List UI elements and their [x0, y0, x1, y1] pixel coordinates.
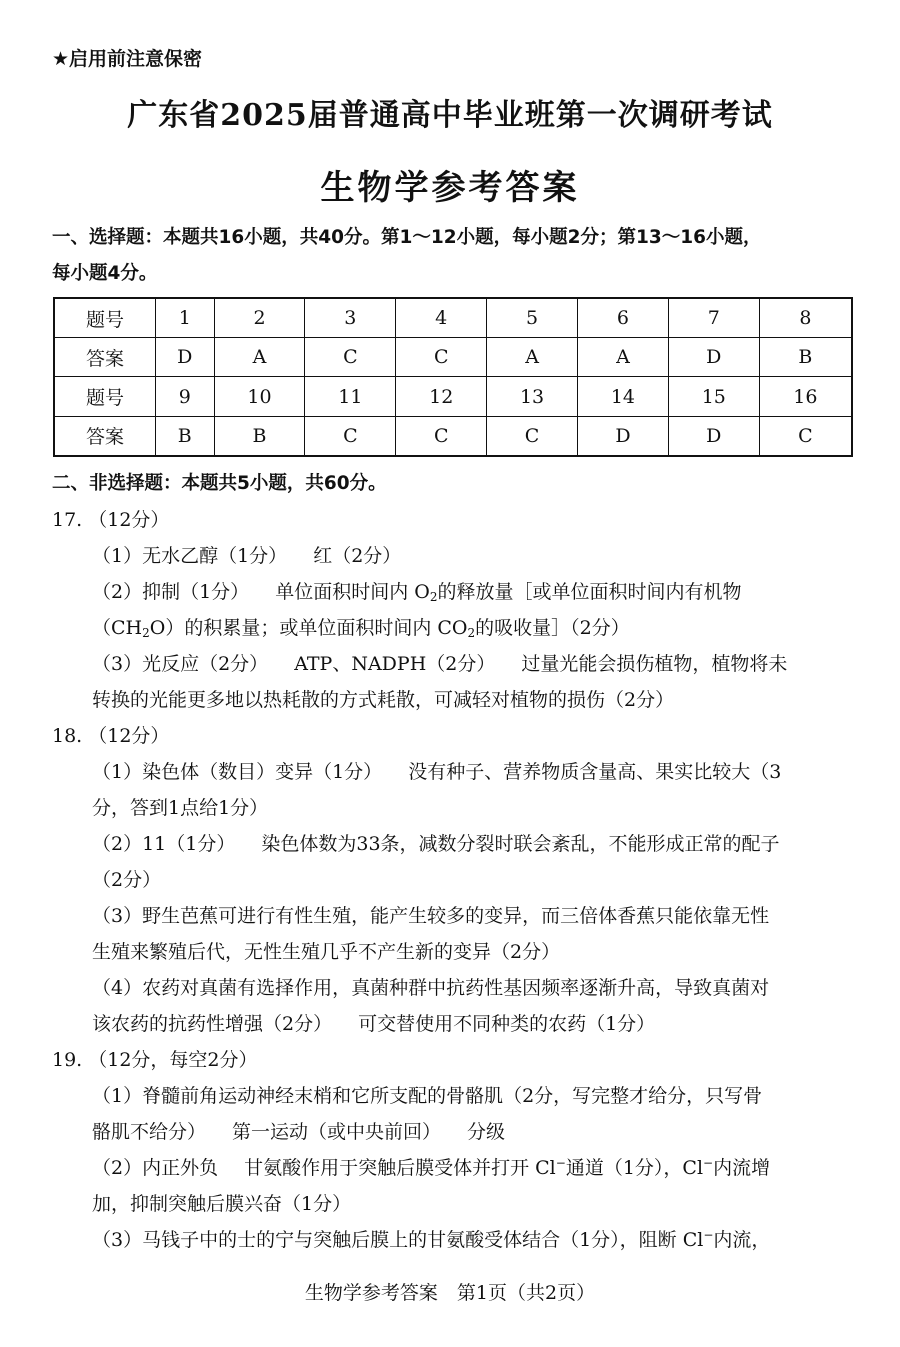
- answer-cell: C: [396, 338, 487, 377]
- answer-cell: B: [214, 416, 305, 456]
- answer-table: [53, 297, 853, 457]
- answer-text: 内流，: [713, 1229, 771, 1251]
- question-number-cell: 6: [578, 298, 669, 338]
- answer-text: 的吸收量］（2分）: [475, 617, 630, 639]
- q17-heading: 17. （12分）: [52, 509, 170, 531]
- answer-cell: D: [156, 338, 215, 377]
- q19-sub1-cont: [92, 1114, 505, 1150]
- q17-sub3: [92, 646, 787, 682]
- subscript: 2: [142, 626, 150, 640]
- answer-cell: D: [668, 416, 759, 456]
- q19-heading: 19. （12分，每空2分）: [52, 1049, 258, 1071]
- table-header-cell: 答案: [54, 338, 156, 377]
- q17-sub2: [92, 574, 741, 610]
- table-row: [54, 416, 852, 456]
- answer-text: 染色体数为33条，减数分裂时联会紊乱，不能形成正常的配子: [261, 833, 780, 855]
- q19-sub1: （1）脊髓前角运动神经末梢和它所支配的骨骼肌（2分，写完整才给分，只写骨: [92, 1085, 763, 1107]
- answer-text: 没有种子、营养物质含量高、果实比较大（3: [408, 761, 782, 783]
- answer-text: 该农药的抗药性增强（2分）: [92, 1013, 333, 1035]
- answer-cell: C: [396, 416, 487, 456]
- answer-text: 通道（1分），Cl: [565, 1157, 704, 1179]
- answer-text: 单位面积时间内 O: [275, 581, 430, 603]
- q18-sub1-cont: 分，答到1点给1分）: [92, 797, 269, 819]
- superscript: −: [703, 1228, 714, 1242]
- question-number-cell: 11: [305, 377, 396, 416]
- q18-sub3: （3）野生芭蕉可进行有性生殖，能产生较多的变异，而三倍体香蕉只能依靠无性: [92, 905, 770, 927]
- q19-sub3: [92, 1222, 770, 1258]
- q18-sub4-cont: [92, 1006, 655, 1042]
- answer-cell: D: [668, 338, 759, 377]
- subscript: 2: [429, 590, 438, 604]
- answer-text: （2）内正外负: [92, 1157, 219, 1179]
- question-number-cell: 3: [305, 298, 396, 338]
- answer-text: （3）光反应（2分）: [92, 653, 269, 675]
- answer-cell: C: [305, 338, 396, 377]
- q18-sub1: [92, 754, 781, 790]
- q17-sub2-cont: [92, 610, 630, 646]
- question-number-cell: 4: [396, 298, 487, 338]
- question-number-cell: 7: [668, 298, 759, 338]
- q18-heading: 18. （12分）: [52, 725, 170, 747]
- page-footer: 生物学参考答案 第1页（共2页）: [304, 1282, 596, 1304]
- answer-text: 分级: [467, 1121, 506, 1143]
- question-number-cell: 1: [156, 298, 215, 338]
- table-header-cell: 答案: [54, 416, 156, 456]
- q18-sub4: （4）农药对真菌有选择作用，真菌种群中抗药性基因频率逐渐升高，导致真菌对: [92, 977, 770, 999]
- q18-sub2-cont: （2分）: [92, 869, 162, 891]
- table-row: [54, 338, 852, 377]
- answer-text: 的释放量［或单位面积时间内有机物: [437, 581, 742, 603]
- question-number-cell: 15: [668, 377, 759, 416]
- answer-cell: B: [156, 416, 215, 456]
- answer-text: 可交替使用不同种类的农药（1分）: [358, 1013, 656, 1035]
- question-number-cell: 13: [487, 377, 578, 416]
- exam-title: 广东省2025届普通高中毕业班第一次调研考试: [127, 98, 773, 133]
- answer-cell: A: [578, 338, 669, 377]
- answer-text: （2）抑制（1分）: [92, 581, 250, 603]
- answer-cell: A: [487, 338, 578, 377]
- q18-sub2: [92, 826, 780, 862]
- q18-sub3-cont: 生殖来繁殖后代，无性生殖几乎不产生新的变异（2分）: [92, 941, 561, 963]
- q17-sub3-cont: 转换的光能更多地以热耗散的方式耗散，可减轻对植物的损伤（2分）: [92, 689, 675, 711]
- table-header-cell: 题号: [54, 377, 156, 416]
- subscript: 2: [467, 626, 476, 640]
- answer-text: ATP、NADPH（2分）: [294, 653, 496, 675]
- answer-key-title: 生物学参考答案: [320, 168, 580, 208]
- answer-cell: C: [305, 416, 396, 456]
- table-header-cell: 题号: [54, 298, 156, 338]
- section1-heading: [52, 220, 858, 292]
- question-number-cell: 16: [759, 377, 852, 416]
- table-row: [54, 377, 852, 416]
- question-number-cell: 14: [578, 377, 669, 416]
- q19-sub2: [92, 1150, 770, 1186]
- answer-text: （CH: [92, 617, 143, 639]
- question-number-cell: 9: [156, 377, 215, 416]
- answer-text: 骼肌不给分）: [92, 1121, 207, 1143]
- answer-text: （2）11（1分）: [92, 833, 236, 855]
- answer-text: （3）马钱子中的士的宁与突触后膜上的甘氨酸受体结合（1分），阻断 Cl: [92, 1229, 704, 1251]
- question-number-cell: 2: [214, 298, 305, 338]
- answer-text: O）的积累量；或单位面积时间内 CO: [149, 617, 468, 639]
- answer-cell: B: [759, 338, 852, 377]
- answer-cell: C: [487, 416, 578, 456]
- answer-cell: C: [759, 416, 852, 456]
- table-row: [54, 298, 852, 338]
- answer-text: 内流增: [713, 1157, 771, 1179]
- section2-heading: 二、非选择题：本题共5小题，共60分。: [52, 473, 387, 494]
- answer-cell: A: [214, 338, 305, 377]
- answer-text: （1）染色体（数目）变异（1分）: [92, 761, 383, 783]
- section1-line2: 每小题4分。: [52, 263, 158, 284]
- answer-text: 红（2分）: [313, 545, 402, 567]
- q19-sub2-cont: 加，抑制突触后膜兴奋（1分）: [92, 1193, 352, 1215]
- section1-line1: 一、选择题：本题共16小题，共40分。第1～12小题，每小题2分；第13～16小题，: [52, 227, 762, 248]
- confidential-notice: ★启用前注意保密: [52, 48, 203, 70]
- answer-text: 过量光能会损伤植物，植物将未: [521, 653, 788, 675]
- answer-text: 第一运动（或中央前回）: [232, 1121, 442, 1143]
- superscript: −: [703, 1156, 714, 1170]
- answer-text: （1）无水乙醇（1分）: [92, 545, 288, 567]
- question-number-cell: 5: [487, 298, 578, 338]
- q17-sub1: [92, 538, 401, 574]
- answer-text: 甘氨酸作用于突触后膜受体并打开 Cl: [244, 1157, 556, 1179]
- question-number-cell: 12: [396, 377, 487, 416]
- superscript: −: [555, 1156, 566, 1170]
- answer-cell: D: [578, 416, 669, 456]
- question-number-cell: 10: [214, 377, 305, 416]
- question-number-cell: 8: [759, 298, 852, 338]
